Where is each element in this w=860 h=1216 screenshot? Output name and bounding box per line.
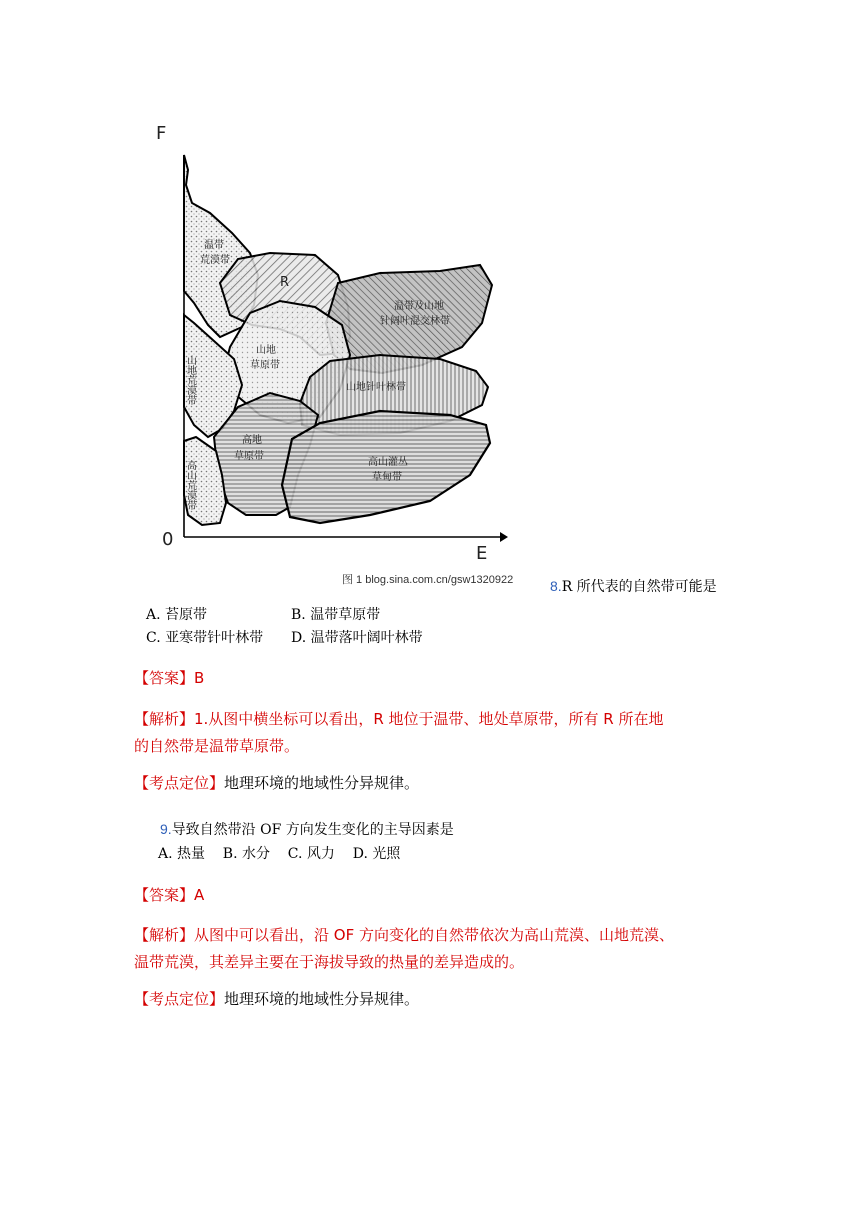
q9-analysis-line2: 温带荒漠，其差异主要在于海拔导致的热量的差异造成的。 — [134, 953, 525, 971]
q9-stem — [160, 819, 454, 839]
label-alpine-desert: 高山荒漠带 — [184, 460, 196, 510]
natural-zone-diagram — [150, 115, 530, 595]
q9-answer: 【答案】A — [134, 886, 205, 904]
q9-analysis-line1: 【解析】从图中可以看出，沿 OF 方向变化的自然带依次为高山荒漠、山地荒漠、 — [134, 926, 674, 944]
q8-analysis-line1: 【解析】1.从图中横坐标可以看出，R 地位于温带、地处草原带，所有 R 所在地 — [134, 710, 664, 728]
q9-knowledge-point — [134, 988, 419, 1009]
label-alpine-shrub-1: 高山灌丛 — [368, 457, 408, 468]
label-temperate-desert-1: 温带 — [204, 240, 224, 251]
q9-analysis — [134, 922, 734, 976]
label-mountain-desert: 山地荒漠带 — [184, 355, 196, 405]
figure-caption: 图 1 blog.sina.com.cn/gsw1320922 — [342, 574, 514, 586]
label-mixed-forest-2: 针阔叶混交林带 — [380, 316, 450, 327]
q8-analysis-line2: 的自然带是温带草原带。 — [134, 737, 300, 755]
q8-option-c: C. 亚寒带针叶林带 — [146, 630, 264, 646]
q8-stem-text: R 所代表的自然带可能是 — [561, 579, 717, 595]
q8-knowledge-point — [134, 772, 419, 793]
label-alpine-shrub-2: 草甸带 — [372, 472, 402, 483]
label-mountain-grassland-2: 草原带 — [250, 360, 280, 371]
axis-e-label: E — [476, 543, 488, 564]
q8-number: 8. — [550, 578, 562, 594]
q8-option-b: B. 温带草原带 — [291, 607, 381, 623]
label-mixed-forest-1: 温带及山地 — [394, 301, 444, 312]
q8-stem — [550, 576, 717, 596]
label-temperate-desert-2: 荒漠带 — [200, 255, 230, 266]
axis-f-label: F — [156, 123, 167, 144]
q9-number: 9. — [160, 821, 172, 837]
q9-stem-text: 导致自然带沿 OF 方向发生变化的主导因素是 — [171, 822, 454, 838]
q8-option-d: D. 温带落叶阔叶林带 — [291, 630, 423, 646]
label-alpine-grassland-1: 高地 — [242, 435, 262, 446]
label-mountain-grassland-1: 山地 — [256, 345, 276, 356]
q9-knowledge-text: 地理环境的地域性分异规律。 — [224, 990, 420, 1008]
origin-label: 0 — [162, 529, 174, 550]
label-mountain-coniferous: 山地针叶林带 — [346, 382, 406, 393]
diagram-svg — [150, 115, 530, 595]
q8-option-a: A. 苔原带 — [146, 607, 208, 623]
q8-answer: 【答案】B — [134, 669, 205, 687]
q8-analysis — [134, 706, 734, 760]
label-r: R — [280, 275, 290, 290]
q9-options: A. 热量 B. 水分 C. 风力 D. 光照 — [158, 846, 401, 862]
q9-knowledge-label: 【考点定位】 — [134, 990, 225, 1008]
q8-knowledge-label: 【考点定位】 — [134, 774, 225, 792]
label-alpine-grassland-2: 草原带 — [234, 451, 264, 462]
q8-knowledge-text: 地理环境的地域性分异规律。 — [224, 774, 420, 792]
x-axis-arrow-icon — [500, 532, 508, 542]
